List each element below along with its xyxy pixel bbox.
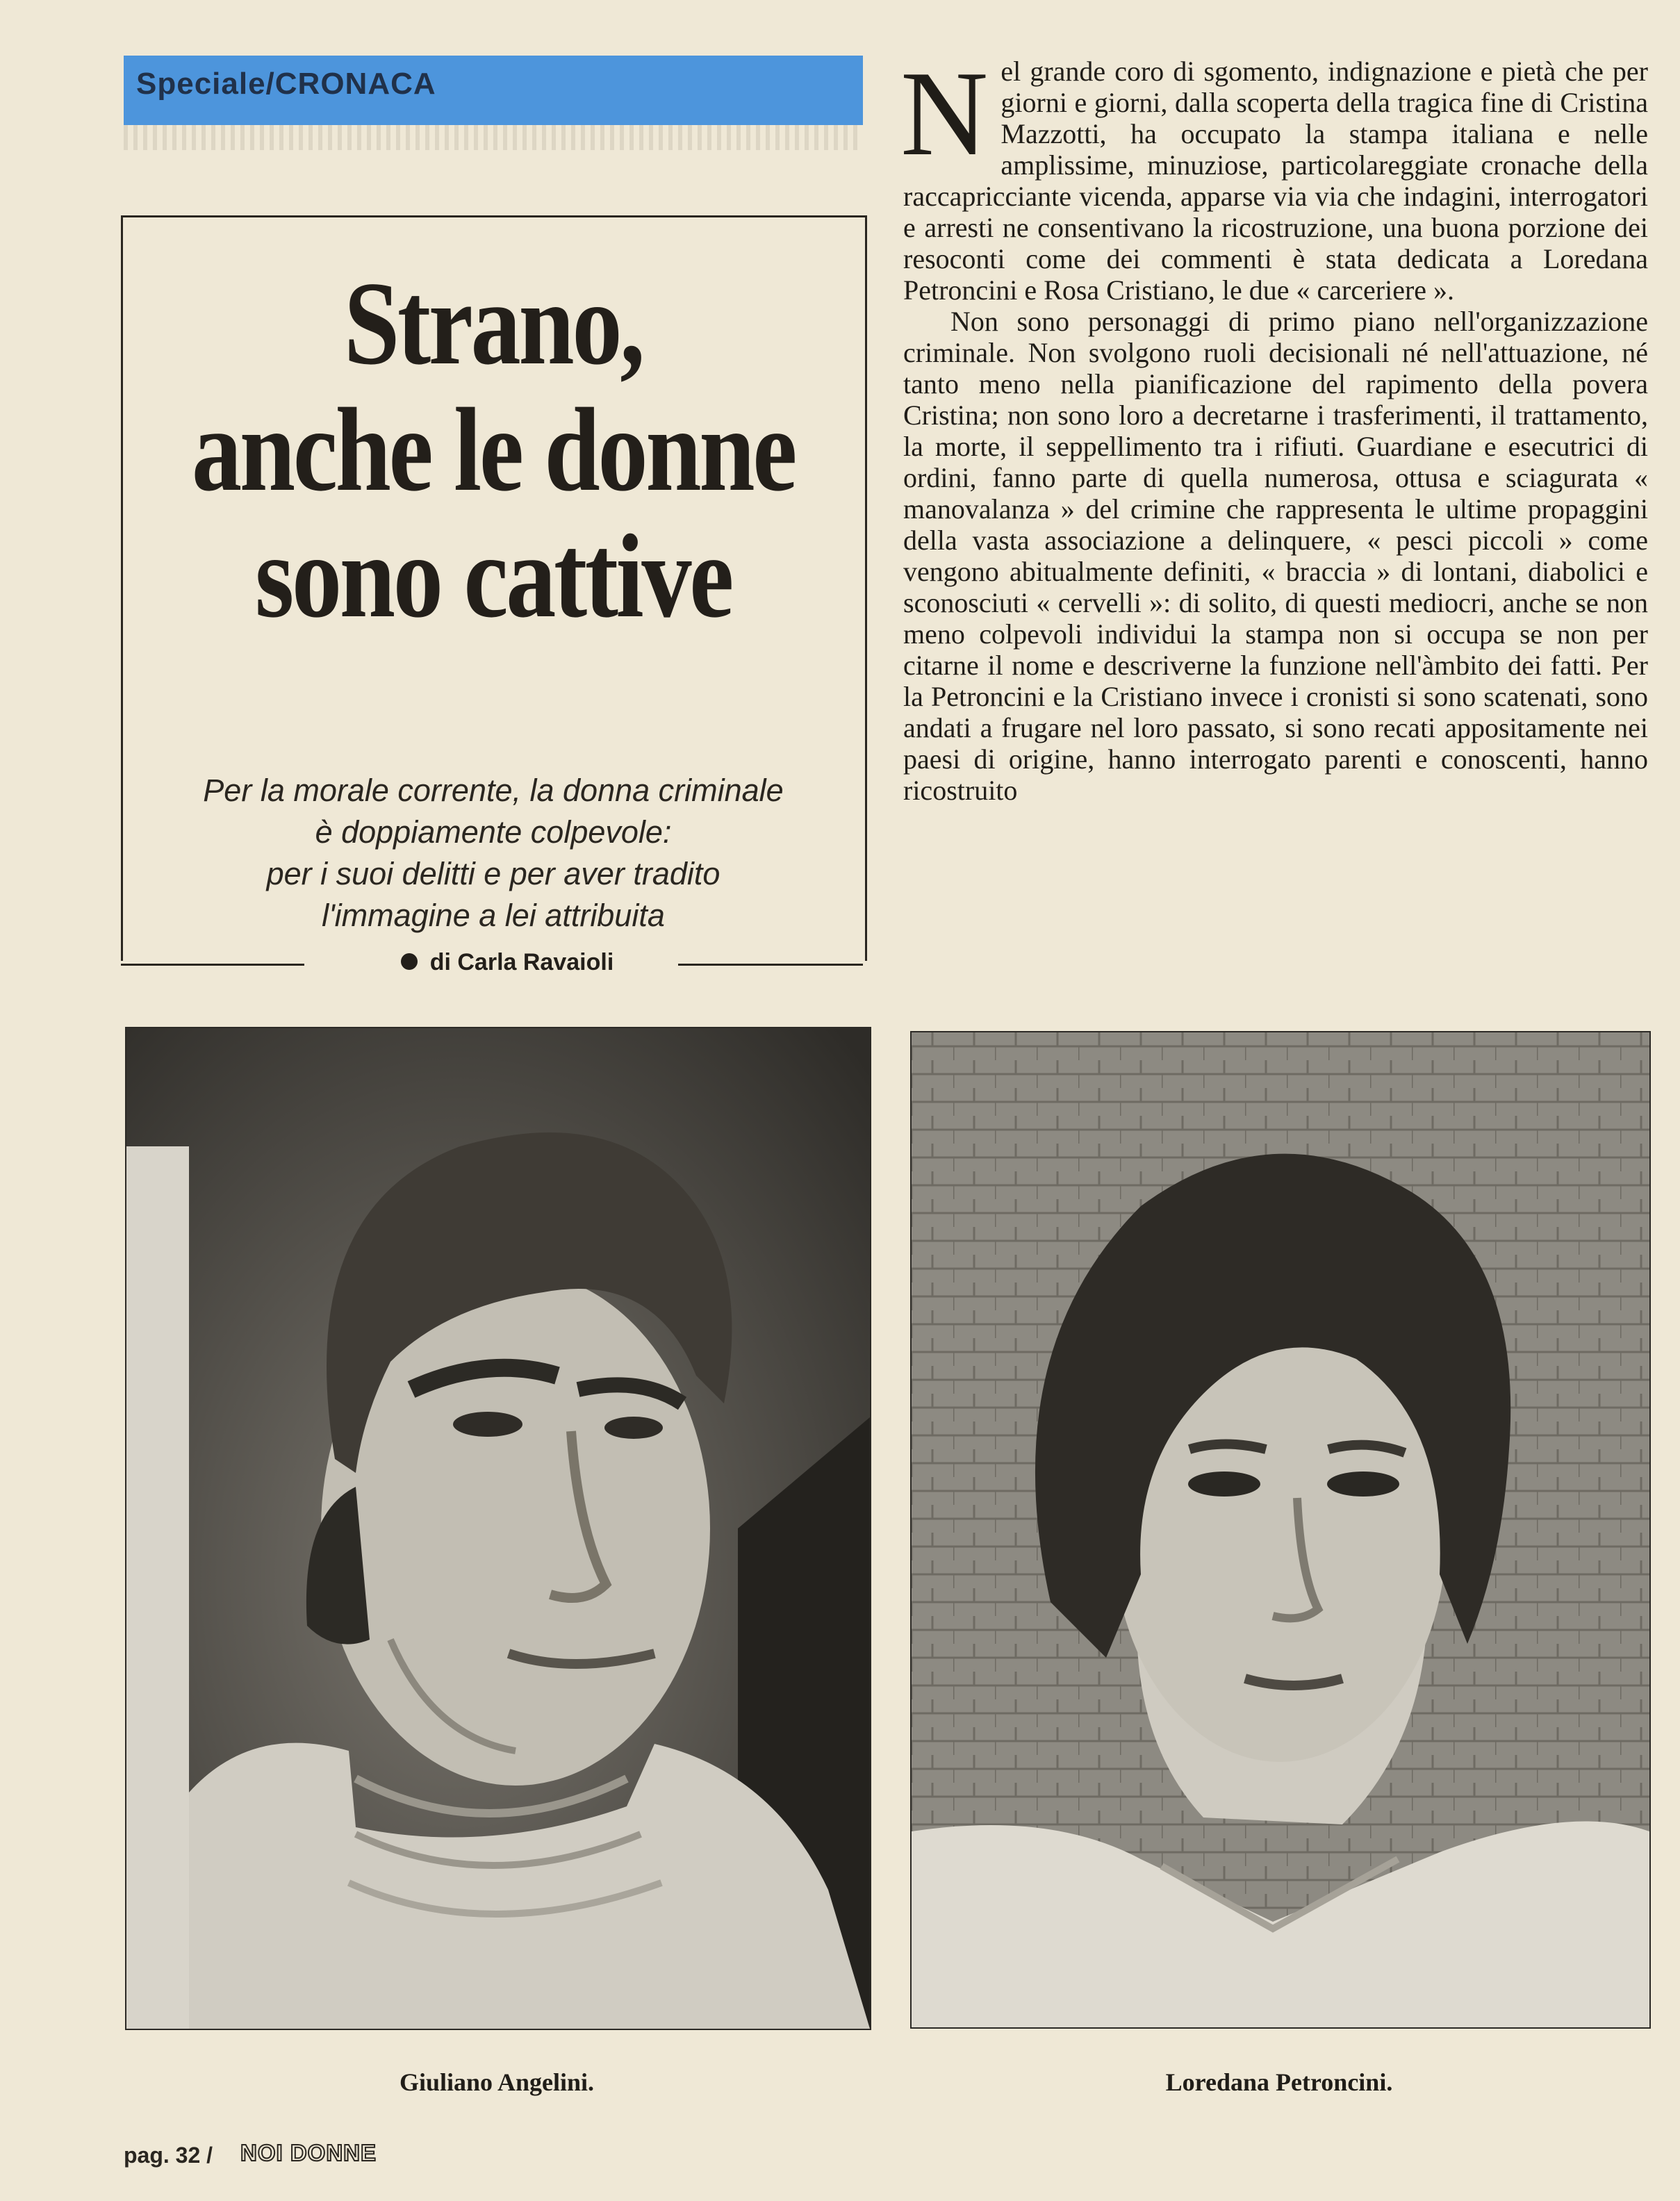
section-kicker: Speciale/CRONACA <box>136 67 436 101</box>
headline-line: Strano, <box>343 258 643 390</box>
band-halftone <box>124 125 863 150</box>
deck-line: è doppiamente colpevole: <box>315 814 672 850</box>
headline-deck <box>125 770 862 937</box>
deck-line: Per la morale corrente, la donna criminale <box>203 773 784 808</box>
article-paragraph <box>900 46 1648 306</box>
headline-title <box>184 258 802 643</box>
deck-line: per i suoi delitti e per aver tradito <box>266 856 720 891</box>
portrait-man-illustration <box>126 1028 870 2029</box>
photo-loredana-petroncini <box>910 1031 1651 2029</box>
byline-text: di Carla Ravaioli <box>429 949 614 975</box>
article-paragraph: Non sono personaggi di primo piano nell'organizzazione criminale. Non svolgono ruoli decisionali né nell'attuazione, né tanto meno nella pianificazione del rapimento della povera Cristina; non sono loro a decretarne i trasferimenti, il trattamento, la morte, il seppellimento tra i rifiuti. Guardiane e esecutrici di ordini, fanno parte di quella numerosa, ottusa e sciagurata « manovalanza » del crimine che rappresenta le ultime propaggini della vasta associazione a delinquere, « pesci piccoli » come vengono abitualmente definiti, « braccia » di lontani, diabolici e sconosciuti « cervelli »: di solito, di questi mediocri, anche se non meno colpevoli individui la stampa non si occupa se non per citarne il nome e descriverne la funzione nell'àmbito dei fatti. Per la Petroncini e la Cristiano invece i cronisti si sono scatenati, sono andati a frugare nel loro passato, si sono recati appositamente nei paesi di origine, hanno interrogato parenti e conoscenti, hanno ricostruito <box>903 306 1648 806</box>
photo-giuliano-angelini <box>125 1027 871 2030</box>
headline-line: anche le donne <box>191 384 796 516</box>
bullet-icon <box>401 953 418 970</box>
byline-rule-right <box>678 964 863 966</box>
byline-rule-left <box>121 964 304 966</box>
portrait-woman-illustration <box>912 1032 1649 2027</box>
drop-cap: N <box>900 46 989 181</box>
page-number: pag. 32 / <box>124 2143 213 2168</box>
headline-line: sono cattive <box>255 511 732 643</box>
deck-line: l'immagine a lei attribuita <box>322 898 665 933</box>
byline <box>347 949 667 976</box>
photo-caption: Giuliano Angelini. <box>399 2068 595 2096</box>
photo-caption: Loredana Petroncini. <box>1165 2068 1393 2096</box>
paragraph-text: el grande coro di sgomento, indignazione e pietà che per giorni e giorni, dalla scoperta della tragica fine di Cristina Mazzotti, ha occupato la stampa italiana e nelle amplissime, minuziose, particolareggiate cronache della raccapricciante vicenda, apparse via via che indagini, interrogatori e arresti ne consentivano la ricostruzione, una buona porzione dei resoconti come dei commenti è stata dedicata a Loredana Petroncini e Rosa Cristiano, le due « carceriere ». <box>903 56 1648 306</box>
masthead-logo: NOI DONNE <box>240 2140 377 2166</box>
article-body <box>900 46 1648 806</box>
